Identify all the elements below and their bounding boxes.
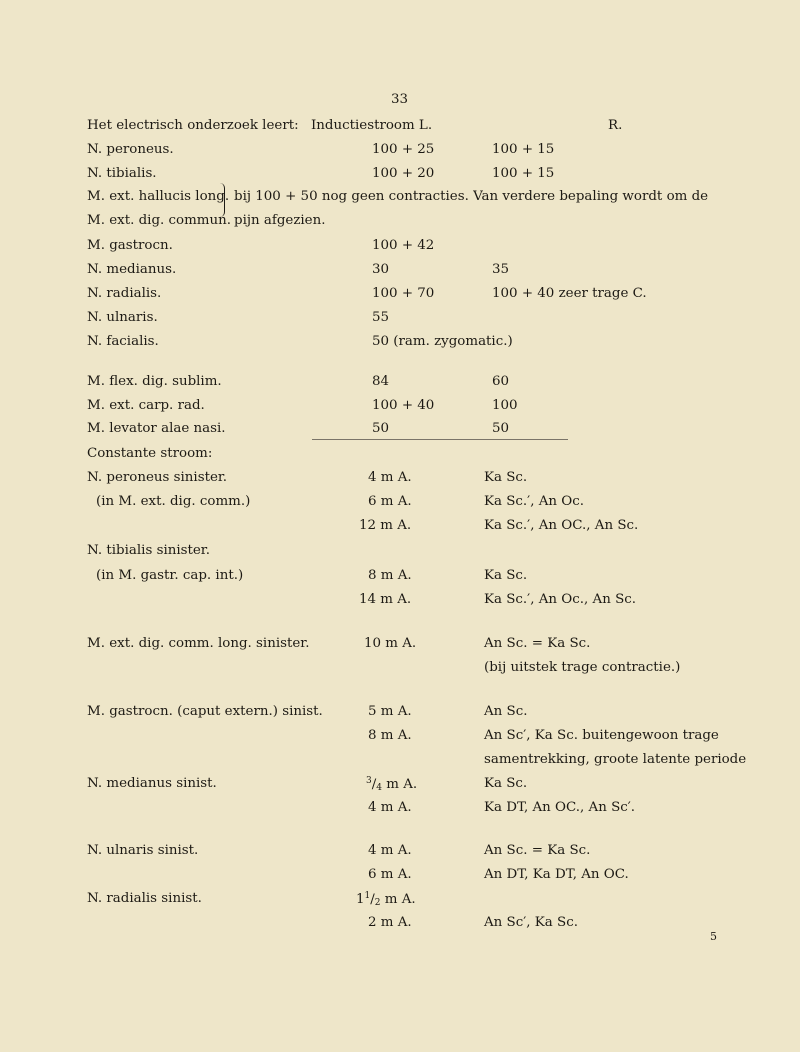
column-header-right: R. — [608, 118, 623, 133]
row-left-value: 30 — [372, 262, 390, 277]
row-result: Ka Sc.′, An Oc. — [484, 494, 585, 509]
row-result: Ka Sc. — [484, 470, 528, 485]
row-left-value: 50 — [372, 421, 390, 436]
row-name: N. tibialis. — [87, 166, 157, 181]
column-header-left: Inductiestroom L. — [311, 118, 433, 133]
row-left-value: 100 + 40 — [372, 398, 435, 413]
row-name: N. medianus. — [87, 262, 177, 277]
row-name: M. ext. dig. comm. long. sinister. — [87, 636, 310, 651]
row-ma: 6 m A. — [368, 867, 412, 882]
row-note: bij 100 + 50 nog geen contracties. Van verdere bepaling wordt om de — [234, 189, 709, 204]
row-name: N. peroneus sinister. — [87, 470, 228, 485]
row-right-value: 100 — [492, 398, 518, 413]
row-name: M. ext. carp. rad. — [87, 398, 205, 413]
row-result: Ka Sc.′, An OC., An Sc. — [484, 518, 639, 533]
row-ma: 4 m A. — [368, 800, 412, 815]
row-name: N. ulnaris. — [87, 310, 158, 325]
row-note: pijn afgezien. — [234, 213, 326, 228]
row-ma: 4 m A. — [368, 843, 412, 858]
row-name: (in M. ext. dig. comm.) — [96, 494, 251, 509]
signature-mark: 5 — [710, 930, 717, 943]
row-ma: 10 m A. — [364, 636, 417, 651]
row-name: M. gastrocn. (caput extern.) sinist. — [87, 704, 323, 719]
row-ma: 12 m A. — [359, 518, 412, 533]
row-result: Ka DT, An OC., An Sc′. — [484, 800, 636, 815]
grouping-brace — [216, 183, 225, 217]
row-left-value: 100 + 20 — [372, 166, 435, 181]
row-ma: 14 m A. — [359, 592, 412, 607]
row-name: N. facialis. — [87, 334, 159, 349]
row-ma: $1^1/_2$ m A. — [356, 891, 416, 908]
row-left-value: 84 — [372, 374, 390, 389]
row-result: Ka Sc. — [484, 776, 528, 791]
row-right-value: 60 — [492, 374, 510, 389]
row-ma: 6 m A. — [368, 494, 412, 509]
row-result: An Sc. — [484, 704, 528, 719]
row-name: N. radialis sinist. — [87, 891, 202, 906]
intro-text: Het electrisch onderzoek leert: — [87, 118, 299, 133]
row-right-value: 100 + 40 zeer trage C. — [492, 286, 647, 301]
row-name: M. levator alae nasi. — [87, 421, 226, 436]
row-result: Ka Sc. — [484, 568, 528, 583]
row-name: M. ext. hallucis long. — [87, 189, 230, 204]
row-left-value: 100 + 42 — [372, 238, 435, 253]
row-ma: 5 m A. — [368, 704, 412, 719]
row-name: M. gastrocn. — [87, 238, 173, 253]
row-right-value: 100 + 15 — [492, 142, 555, 157]
row-result: (bij uitstek trage contractie.) — [484, 660, 681, 675]
row-left-value: 55 — [372, 310, 390, 325]
row-result: An Sc. = Ka Sc. — [484, 636, 591, 651]
row-ma: $^3/_4$ m A. — [366, 776, 418, 793]
row-result: An Sc. = Ka Sc. — [484, 843, 591, 858]
row-name: M. flex. dig. sublim. — [87, 374, 222, 389]
row-result: samentrekking, groote latente periode — [484, 752, 747, 767]
row-result: An Sc′, Ka Sc. — [484, 915, 578, 930]
page-number: 33 — [391, 92, 409, 107]
row-result: An Sc′, Ka Sc. buitengewoon trage — [484, 728, 719, 743]
row-name: N. medianus sinist. — [87, 776, 217, 791]
row-name: M. ext. dig. commun. — [87, 213, 231, 228]
divider-line — [312, 439, 568, 440]
row-left-value: 100 + 70 — [372, 286, 435, 301]
section-title: Constante stroom: — [87, 446, 213, 461]
row-ma: 8 m A. — [368, 728, 412, 743]
row-right-value: 50 — [492, 421, 510, 436]
row-ma: 2 m A. — [368, 915, 412, 930]
row-right-value: 35 — [492, 262, 510, 277]
row-right-value: 100 + 15 — [492, 166, 555, 181]
row-result: Ka Sc.′, An Oc., An Sc. — [484, 592, 637, 607]
row-name: N. peroneus. — [87, 142, 174, 157]
row-left-value: 50 (ram. zygomatic.) — [372, 334, 513, 349]
row-name: N. tibialis sinister. — [87, 543, 210, 558]
row-name: N. ulnaris sinist. — [87, 843, 199, 858]
row-result: An DT, Ka DT, An OC. — [484, 867, 629, 882]
row-ma: 8 m A. — [368, 568, 412, 583]
row-name: N. radialis. — [87, 286, 162, 301]
row-name: (in M. gastr. cap. int.) — [96, 568, 244, 583]
row-ma: 4 m A. — [368, 470, 412, 485]
row-left-value: 100 + 25 — [372, 142, 435, 157]
